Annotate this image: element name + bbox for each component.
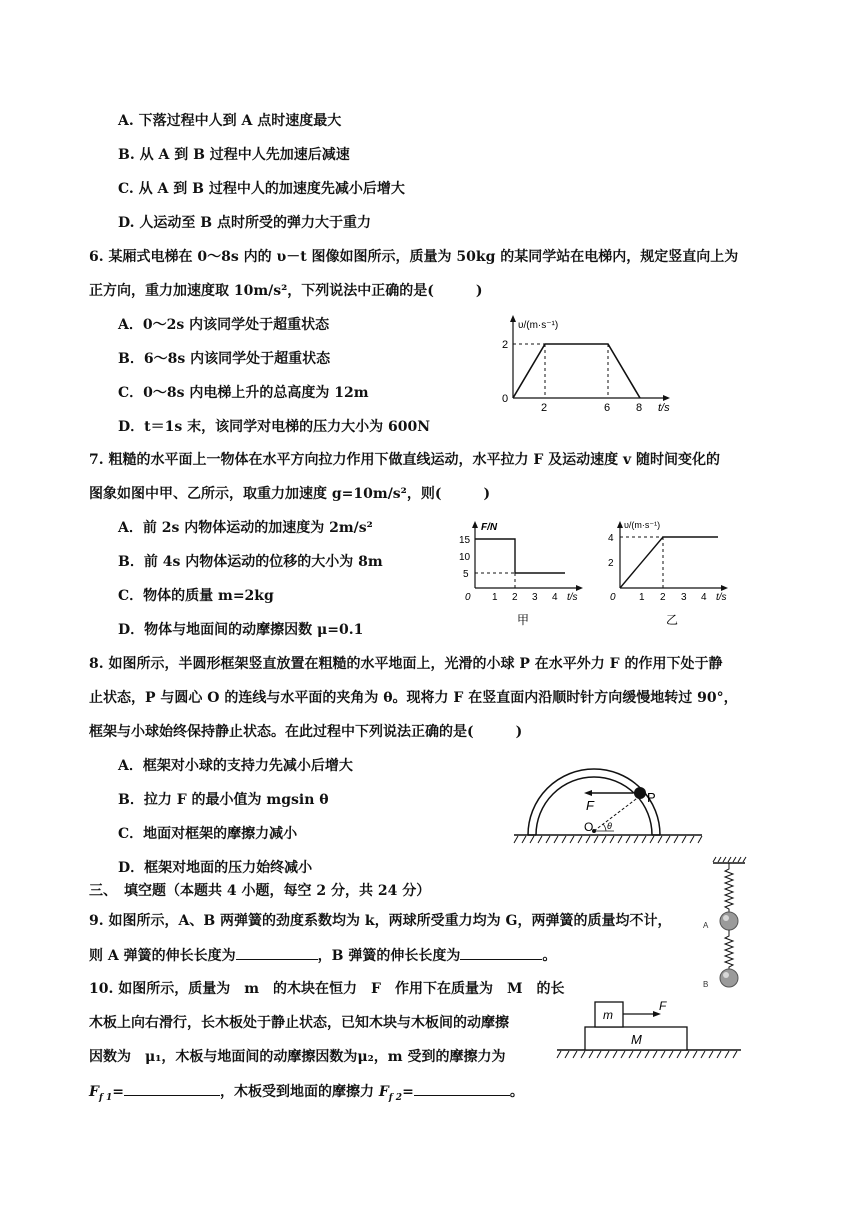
q8-option-a: A．框架对小球的支持力先减小后增大: [118, 758, 353, 774]
q7-velocity-graph-yi: [600, 516, 735, 631]
q10-line1: 10. 如图所示，质量为 m 的木块在恒力 F 作用下在质量为 M 的长: [89, 981, 565, 997]
q10-eq1: =: [112, 1084, 124, 1100]
q7-yi-xtick-1: 1: [639, 592, 645, 603]
q5-option-b: B. 从 A 到 B 过程中人先加速后减速: [118, 147, 350, 163]
q10-Ff1-subscript: f 1: [98, 1092, 113, 1103]
q6-option-b: B．6～8s 内该同学处于超重状态: [118, 351, 331, 367]
q7-jia-xtick-4: 4: [552, 592, 558, 603]
q6-option-d: D．t＝1s 末，该同学对电梯的压力大小为 600N: [118, 419, 430, 435]
section3-title: 三、 填空题（本题共 4 小题，每空 2 分，共 24 分）: [89, 883, 431, 899]
q7-jia-origin: 0: [465, 592, 471, 603]
q5-option-d: D. 人运动至 B 点时所受的弹力大于重力: [118, 215, 371, 231]
q7-yi-xlabel: t/s: [716, 592, 727, 603]
q9-stem-line2: [89, 945, 556, 966]
q9-blank-a[interactable]: [236, 945, 318, 960]
q6-stem-line2: 正方向，重力加速度取 10m/s²，下列说法中正确的是( ): [89, 283, 483, 299]
q7-yi-ytick-4: 4: [608, 533, 614, 544]
q10-blank-ff1[interactable]: [124, 1081, 220, 1096]
q8-label-P: P: [647, 790, 656, 805]
q5-option-c: C. 从 A 到 B 过程中人的加速度先减小后增大: [118, 181, 405, 197]
q8-option-b: B．拉力 F 的最小值为 mgsin θ: [118, 792, 329, 808]
q10-line4: [89, 1081, 524, 1108]
q10-label-F: F: [659, 999, 667, 1013]
q9-blank-b[interactable]: [460, 945, 542, 960]
q9-label-A: A: [703, 921, 709, 930]
q8-option-c: C．地面对框架的摩擦力减小: [118, 826, 298, 842]
q7-jia-xtick-2: 2: [512, 592, 518, 603]
q6-graph-xtick-2: 2: [541, 402, 548, 414]
q10-label-m: m: [603, 1008, 613, 1022]
q10-eq2: =: [402, 1084, 414, 1100]
q7-yi-xtick-2: 2: [660, 592, 666, 603]
q7-option-b: B．前 4s 内物体运动的位移的大小为 8m: [118, 554, 383, 570]
q6-option-a: A．0～2s 内该同学处于超重状态: [118, 317, 330, 333]
q10-Ff2-subscript: f 2: [388, 1092, 403, 1103]
q8-label-F: F: [586, 798, 594, 813]
q6-graph-ylabel: υ/(m·s⁻¹): [518, 320, 559, 331]
q7-option-a: A．前 2s 内物体运动的加速度为 2m/s²: [118, 520, 373, 536]
q6-vt-graph: [488, 310, 688, 420]
q10-line3: 因数为 μ₁，木板与地面间的动摩擦因数为μ₂，m 受到的摩擦力为: [89, 1049, 506, 1065]
q7-yi-origin: 0: [610, 592, 616, 603]
q8-stem-line1: 8. 如图所示，半圆形框架竖直放置在粗糙的水平地面上，光滑的小球 P 在水平外力 F 的作用下处于静: [89, 656, 723, 672]
q10-Ff1-symbol: F: [89, 1084, 99, 1100]
q5-option-a: A. 下落过程中人到 A 点时速度最大: [118, 113, 342, 129]
q9-label-B: B: [703, 980, 709, 989]
q7-jia-ytick-10: 10: [459, 552, 471, 563]
q8-stem-line2: 止状态，P 与圆心 O 的连线与水平面的夹角为 θ。现将力 F 在竖直面内沿顺时针方向缓慢地转过 90°，: [89, 690, 738, 706]
q10-Ff2-symbol: F: [378, 1084, 389, 1100]
q6-graph-origin: 0: [502, 393, 509, 405]
q7-yi-xtick-3: 3: [681, 592, 687, 603]
q6-option-c: C．0～8s 内电梯上升的总高度为 12m: [118, 385, 369, 401]
q7-yi-xtick-4: 4: [701, 592, 707, 603]
q9-text-a: 则 A 弹簧的伸长长度为: [89, 948, 236, 964]
q7-stem-line1: 7. 粗糙的水平面上一物体在水平方向拉力作用下做直线运动，水平拉力 F 及运动速度 v 随时间变化的: [89, 452, 721, 468]
q9-text-b: ，B 弹簧的伸长长度为: [317, 948, 461, 964]
q7-yi-ylabel: υ/(m·s⁻¹): [624, 520, 661, 530]
q6-graph-xlabel: t/s: [658, 402, 670, 414]
q7-jia-xtick-3: 3: [532, 592, 538, 603]
q7-force-graph-jia: [455, 516, 590, 631]
q9-spring-figure: [700, 857, 750, 995]
q8-option-d: D．框架对地面的压力始终减小: [118, 860, 313, 876]
q8-label-theta: θ: [607, 821, 612, 831]
q10-block-board-figure: [555, 996, 745, 1068]
q7-yi-ytick-2: 2: [608, 558, 614, 569]
q6-graph-ytick: 2: [502, 339, 509, 351]
q8-semicircle-frame-figure: [514, 763, 704, 848]
q7-jia-ytick-5: 5: [463, 569, 469, 580]
q10-line2: 木板上向右滑行，长木板处于静止状态，已知木块与木板间的动摩擦: [89, 1015, 509, 1031]
q7-jia-xtick-1: 1: [492, 592, 498, 603]
q10-text-end: 。: [509, 1084, 524, 1100]
q8-stem-line3: 框架与小球始终保持静止状态。在此过程中下列说法正确的是( ): [89, 724, 523, 740]
q7-jia-caption: 甲: [517, 613, 530, 627]
q6-graph-xtick-8: 8: [636, 402, 643, 414]
q7-yi-caption: 乙: [666, 613, 679, 627]
q7-option-c: C．物体的质量 m=2kg: [118, 588, 274, 604]
q10-blank-ff2[interactable]: [414, 1081, 510, 1096]
q7-stem-line2: 图象如图中甲、乙所示，取重力加速度 g=10m/s²，则( ): [89, 486, 491, 502]
q9-stem-line1: 9. 如图所示，A、B 两弹簧的劲度系数均为 k，两球所受重力均为 G，两弹簧的质量均不计，: [89, 913, 672, 929]
q10-text-mid: ，木板受到地面的摩擦力: [219, 1084, 379, 1100]
q8-label-O: O: [584, 820, 594, 834]
q7-option-d: D．物体与地面间的动摩擦因数 μ=0.1: [118, 622, 364, 638]
q7-jia-ytick-15: 15: [459, 535, 471, 546]
q10-label-M: M: [631, 1032, 642, 1047]
q9-text-c: 。: [542, 948, 557, 964]
q6-stem-line1: 6. 某厢式电梯在 0～8s 内的 υ－t 图像如图所示，质量为 50kg 的某同学站在电梯内，规定竖直向上为: [89, 249, 739, 265]
q7-jia-ylabel: F/N: [481, 522, 498, 533]
q7-jia-xlabel: t/s: [567, 592, 578, 603]
q6-graph-xtick-6: 6: [604, 402, 611, 414]
